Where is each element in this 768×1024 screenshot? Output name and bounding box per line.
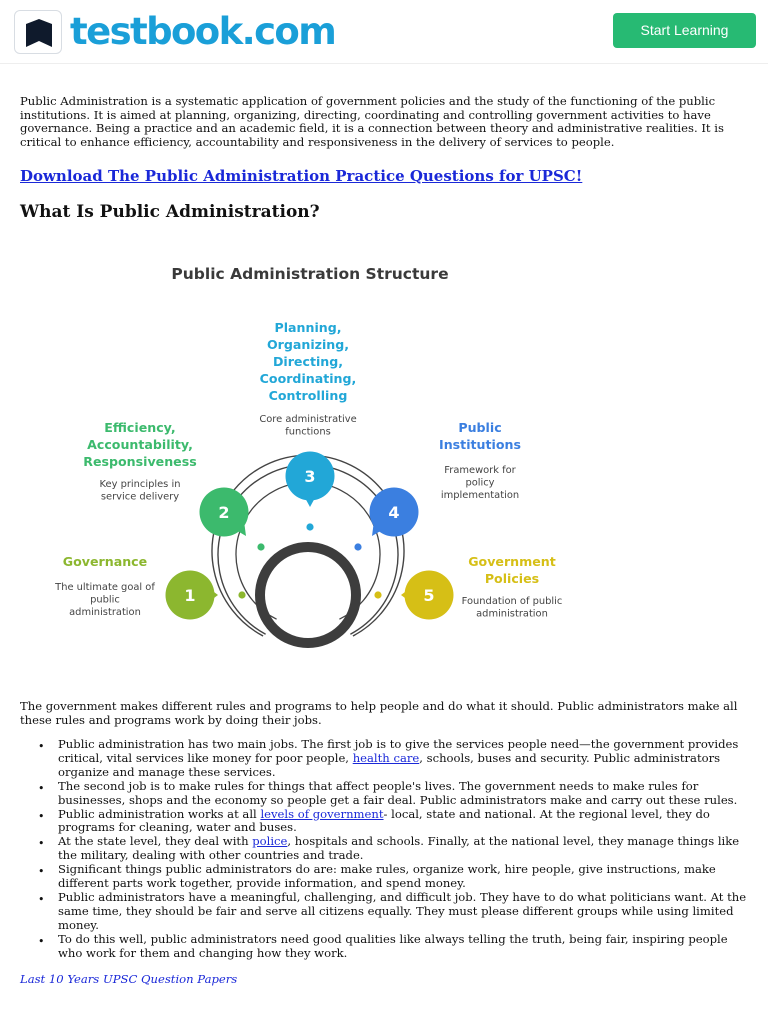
download-practice-questions-link[interactable]: Download The Public Administration Practice Questions for UPSC! — [20, 167, 583, 185]
bullet-text: Public administration works at all — [58, 806, 261, 821]
ring-dot — [306, 523, 313, 530]
bullet-text: At the state level, they deal with — [58, 834, 253, 849]
bullet-list — [0, 738, 768, 961]
diagram-item-4 — [354, 420, 521, 551]
ring-dot — [238, 591, 245, 598]
upsc-question-papers-link[interactable]: Last 10 Years UPSC Question Papers — [20, 972, 238, 986]
bullet-item — [0, 933, 752, 961]
diagram-item-1 — [54, 554, 245, 620]
bullet-text: Public administration has two main jobs. The first job is to give the services people need—the government provides critical, vital services like money for poor people, — [58, 737, 739, 765]
bullet-item — [0, 863, 752, 891]
bullet-text: - local, state and national. At the regional level, they do programs for cleaning, water and buses. — [58, 806, 710, 835]
bullet-link[interactable]: levels of government — [260, 806, 384, 821]
item-title-line: Coordinating, — [259, 371, 357, 386]
bullet-text: The second job is to make rules for things that affect people's lives. The government needs to make rules for businesses, shops and the economy so people get a fair deal. Public administrators make and carry out these rules. — [58, 778, 738, 807]
bullet-link[interactable]: police — [252, 834, 288, 849]
section-heading: What Is Public Administration? — [20, 202, 320, 222]
item-title-line: Controlling — [268, 388, 348, 403]
item-desc-line: Core administrative — [259, 414, 357, 425]
bullet-link[interactable]: health care — [352, 750, 420, 765]
inner-ring — [260, 547, 356, 643]
bullet-text: Public administrators have a meaningful, challenging, and difficult job. They have to do what politicians want. At the same time, they should be fair and serve all citizens equally. They must please different groups while using limited money. — [58, 889, 747, 932]
item-desc-line: The ultimate goal of — [55, 582, 155, 593]
ring-dot — [354, 543, 361, 550]
bullet-item — [0, 835, 752, 863]
item-desc-line: service delivery — [100, 491, 180, 503]
item-title-line: Organizing, — [266, 337, 350, 352]
body-paragraph: The government makes different rules and programs to help people and do what it should. Public administrators make all these rules and programs work by doing their jobs. — [20, 699, 738, 727]
bullet-item — [0, 780, 752, 808]
bubble-number: 1 — [184, 586, 196, 605]
logo-text[interactable]: testbook.com — [70, 10, 336, 53]
bullet-item — [0, 808, 752, 836]
item-desc-line: Framework for — [444, 465, 516, 476]
ring-dot — [257, 543, 264, 550]
item-title-line: Institutions — [439, 437, 521, 452]
item-title-line: Government — [468, 554, 556, 569]
bullet-text: , hospitals and schools. Finally, at the national level, they manage things like the military, dealing with other countries and trade. — [58, 834, 740, 863]
bubble-number: 5 — [423, 586, 435, 605]
item-title-line: Responsiveness — [83, 454, 197, 469]
structure-diagram — [30, 250, 590, 690]
diagram-item-3 — [259, 320, 356, 531]
item-title-line: Efficiency, — [104, 420, 176, 435]
item-title-line: Public — [458, 420, 502, 435]
intro-paragraph: Public Administration is a systematic application of government policies and the study of the functioning of the public institutions. It is aimed at planning, organizing, directing, coordinating and controlling government activities to have governance. Being a practice and an academic field, it is a connection between theory and administrative realities. It is critical to enhance efficiency, accountability and responsiveness in the delivery of services to people. — [20, 94, 724, 150]
bullet-text: Significant things public administrators do are: make rules, organize work, hire people, give instructions, make different parts work together, provide information, and spend money. — [58, 862, 716, 891]
diagram-title: Public Administration Structure — [171, 265, 449, 283]
item-title-line: Governance — [62, 554, 148, 569]
bullet-item — [0, 738, 752, 780]
bubble-number: 4 — [388, 503, 400, 522]
item-desc-line: public — [90, 594, 120, 606]
item-title-line: Accountability, — [87, 437, 193, 452]
item-desc-line: implementation — [440, 490, 520, 501]
bubble-number: 3 — [304, 467, 316, 486]
start-learning-button[interactable]: Start Learning — [613, 13, 756, 48]
item-desc-line: policy — [465, 477, 495, 489]
item-title-line: Planning, — [274, 320, 342, 335]
item-title-line: Policies — [484, 571, 540, 586]
item-desc-line: administration — [69, 607, 141, 618]
item-desc-line: administration — [476, 608, 548, 620]
item-title-line: Directing, — [272, 354, 344, 369]
bullet-item — [0, 891, 752, 933]
bubble-number: 2 — [218, 503, 230, 522]
item-desc-line: Key principles in — [99, 479, 181, 490]
ring-dot — [374, 591, 381, 598]
bullet-text: , schools, buses and security. Public administrators organize and manage these services. — [58, 750, 721, 779]
item-desc-line: Foundation of public — [461, 596, 563, 607]
site-header — [0, 0, 768, 64]
bullet-text: To do this well, public administrators need good qualities like always telling the truth, being fair, inspiring people who work for them and changing how they work. — [58, 931, 728, 960]
structure-diagram-svg — [30, 250, 590, 690]
item-desc-line: functions — [285, 426, 331, 438]
testbook-logo-icon[interactable] — [14, 10, 62, 54]
